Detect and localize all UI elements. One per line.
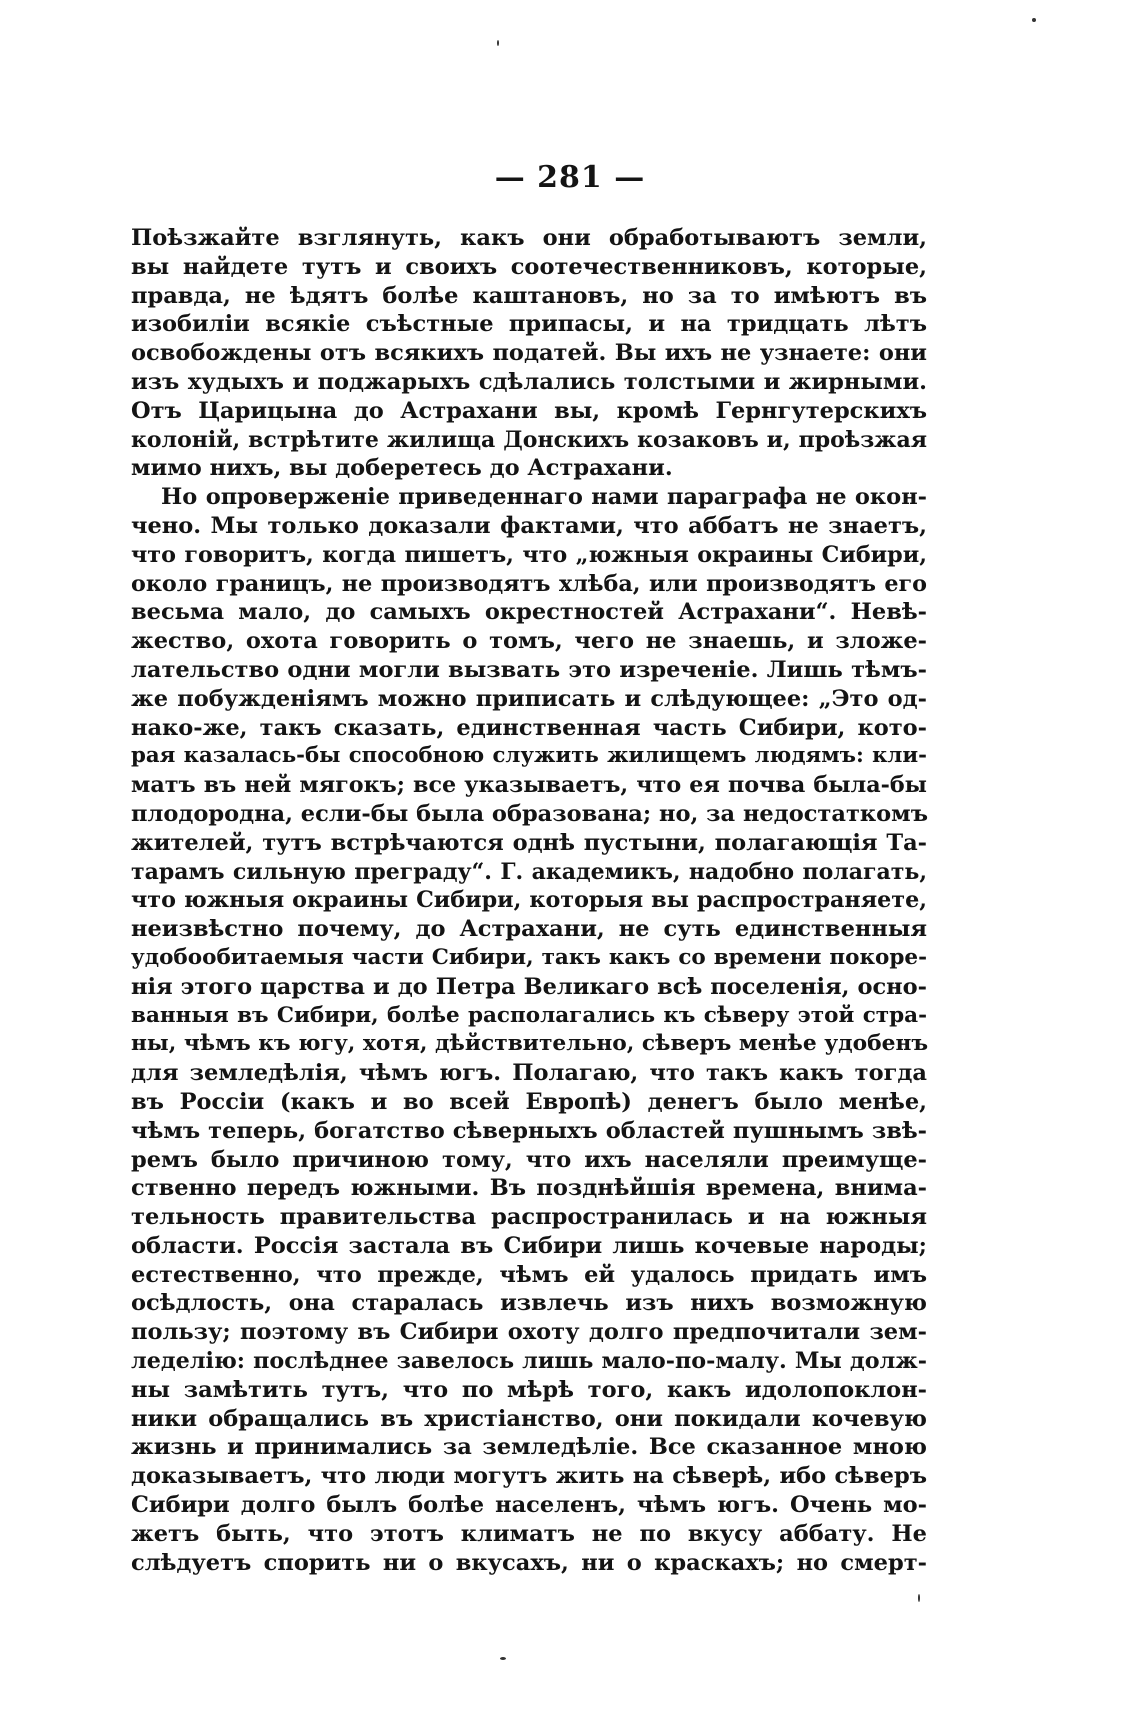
text-line: чѣмъ теперь, богатство сѣверныхъ областей пушнымъ звѣ- [131,1117,927,1144]
text-line: ны, чѣмъ къ югу, хотя, дѣйствительно, сѣверъ менѣе удобенъ [131,1031,929,1057]
text-line: лательство одни могли вызвать это изреченіе. Лишь тѣмъ- [131,656,927,683]
text-line: тельность правительства распространилась и на южныя [131,1204,927,1231]
text-line: нія этого царства и до Петра Великаго всѣ поселенія, осно- [131,973,927,1000]
text-line: изъ худыхъ и поджарыхъ сдѣлались толстыми и жирными. [131,368,927,395]
text-line: ственно передъ южными. Въ позднѣйшія времена, внима- [131,1175,927,1202]
text-line: для земледѣлія, чѣмъ югъ. Полагаю, что такъ какъ тогда [131,1060,927,1087]
scan-speck [1032,18,1036,22]
text-line: ремъ было причиною тому, что ихъ населяли преимуще- [131,1146,927,1173]
text-line: Сибири долго былъ болѣе населенъ, чѣмъ югъ. Очень мо- [131,1492,927,1519]
text-line: жизнь и принимались за земледѣліе. Все сказанное мною [131,1434,927,1461]
text-line: удобообитаемыя части Сибири, такъ какъ со времени покоре- [131,944,927,970]
text-line: слѣдуетъ спорить ни о вкусахъ, ни о краскахъ; но смерт- [131,1549,927,1576]
body-text [131,224,927,1577]
text-line: Отъ Царицына до Астрахани вы, кромѣ Гернгутерскихъ [131,397,927,424]
page-number: — 281 — [494,160,646,195]
text-line: что южныя окраины Сибири, которыя вы распространяете, [131,887,927,914]
text-line: доказываетъ, что люди могутъ жить на сѣверѣ, ибо сѣверъ [131,1463,927,1490]
text-line: вы найдете тутъ и своихъ соотечественниковъ, которые, [131,253,927,280]
text-line: правда, не ѣдятъ болѣе каштановъ, но за то имѣютъ въ [131,282,927,309]
text-line: ники обращались въ христіанство, они покидали кочевую [131,1405,927,1432]
text-line: ванныя въ Сибири, болѣе располагались къ сѣверу этой стра- [131,1002,927,1028]
text-line: около границъ, не производятъ хлѣба, или производятъ его [131,570,927,597]
text-line: же побужденіямъ можно приписать и слѣдующее: „Это од- [131,685,927,712]
scan-speck [497,40,499,46]
text-line: жителей, тутъ встрѣчаются однѣ пустыни, полагающія Та- [131,829,927,856]
text-line: осѣдлость, она старалась извлечь изъ нихъ возможную [131,1290,927,1317]
text-line: Поѣзжайте взглянуть, какъ они обработываютъ земли, [131,225,927,251]
text-line: области. Россія застала въ Сибири лишь кочевые народы; [131,1232,927,1259]
text-line: матъ въ ней мягокъ; все указываетъ, что ея почва была-бы [131,772,927,799]
text-line: рая казалась-бы способною служить жилищемъ людямъ: кли- [131,743,927,769]
text-line: неизвѣстно почему, до Астрахани, не суть единственныя [131,916,927,943]
text-line: что говоритъ, когда пишетъ, что „южныя окраины Сибири, [131,541,927,568]
text-line: плодородна, если-бы была образована; но, за недостаткомъ [131,800,928,827]
text-line: колоній, встрѣтите жилища Донскихъ козаковъ и, проѣзжая [131,426,927,453]
text-line: освобождены отъ всякихъ податей. Вы ихъ не узнаете: они [131,340,927,367]
paragraph-first-line: Но опроверженіе приведеннаго нами параграфа не окон- [161,484,927,511]
text-line: въ Россіи (какъ и во всей Европѣ) денегъ было менѣе, [131,1088,927,1115]
scan-speck [918,1594,920,1602]
text-line: леделію: послѣднее завелось лишь мало-по-малу. Мы долж- [131,1348,927,1375]
text-line: тарамъ сильную преграду“. Г. академикъ, надобно полагать, [131,858,927,885]
text-line: жетъ быть, что этотъ климатъ не по вкусу аббату. Не [131,1520,927,1547]
text-line: чено. Мы только доказали фактами, что аббатъ не знаетъ, [131,512,927,539]
text-line: ны замѣтить тутъ, что по мѣрѣ того, какъ идолопоклон- [131,1376,927,1403]
text-line: естественно, что прежде, чѣмъ ей удалось придать имъ [131,1261,927,1288]
text-line: жество, охота говорить о томъ, чего не знаешь, и зложе- [131,628,927,655]
text-line: нако-же, такъ сказать, единственная часть Сибири, кото- [131,714,927,741]
scan-speck [500,1657,506,1660]
text-line: изобиліи всякіе съѣстные припасы, и на тридцать лѣтъ [131,311,927,338]
paragraph-last-line: мимо нихъ, вы доберетесь до Астрахани. [131,455,673,482]
text-line: весьма мало, до самыхъ окрестностей Астрахани“. Невѣ- [131,599,927,626]
text-line: пользу; поэтому въ Сибири охоту долго предпочитали зем- [131,1319,927,1346]
